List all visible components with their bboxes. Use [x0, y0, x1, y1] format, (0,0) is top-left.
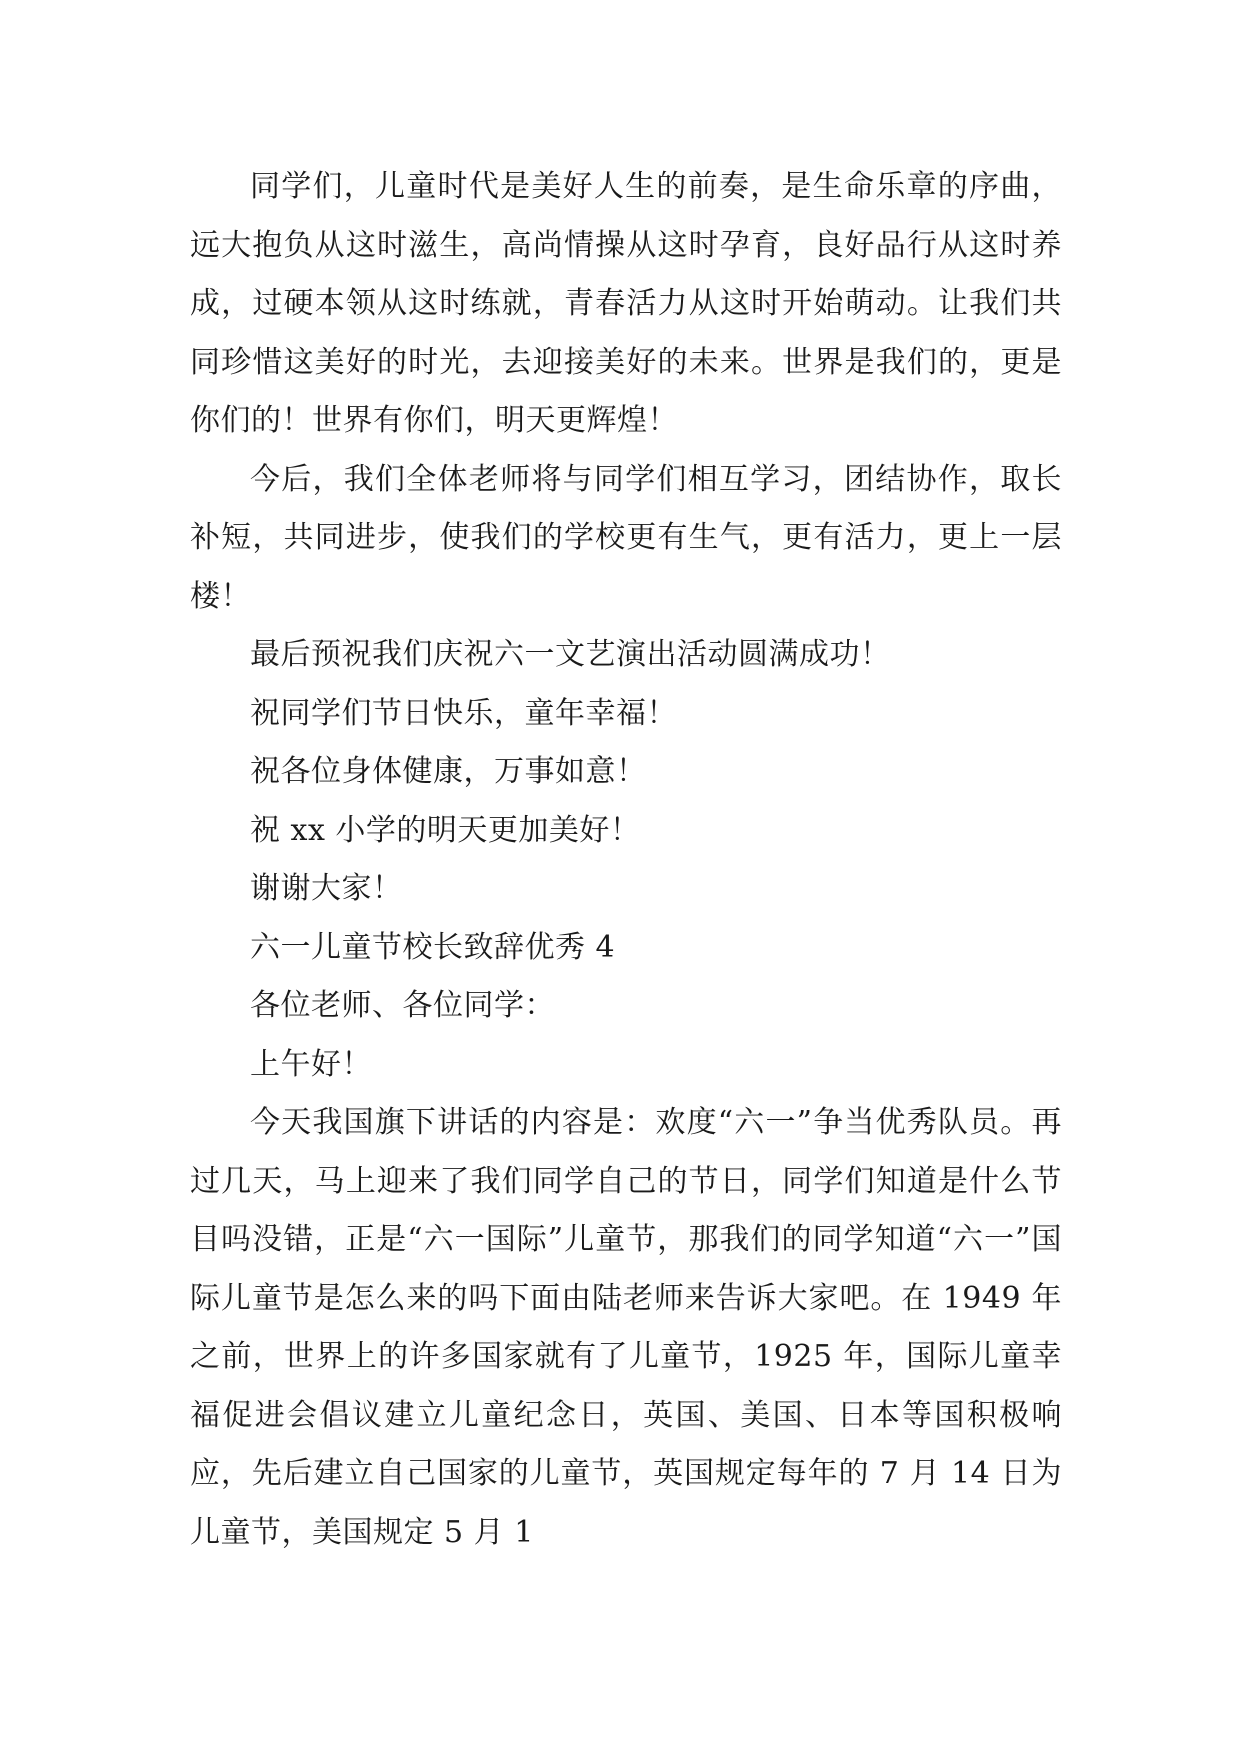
paragraph-thanks: 谢谢大家！	[250, 871, 403, 906]
paragraph-teachers-pledge: 今后，我们全体老师将与同学们相互学习，团结协作，取长补短，共同进步，使我们的学校更有生气，更有活力，更上一层楼！	[190, 461, 1062, 614]
document-body	[190, 158, 1062, 1562]
paragraph-salutation: 各位老师、各位同学：	[250, 988, 555, 1023]
paragraph-wish-health: 祝各位身体健康，万事如意！	[250, 754, 647, 789]
paragraph-closing-speech: 同学们，儿童时代是美好人生的前奏，是生命乐章的序曲，远大抱负从这时滋生，高尚情操从这时孕育，良好品行从这时养成，过硬本领从这时练就，青春活力从这时开始萌动。让我们共同珍惜这美好的时光，去迎接美好的未来。世界是我们的，更是你们的！世界有你们，明天更辉煌！	[190, 169, 1062, 438]
paragraph-wish-students: 祝同学们节日快乐，童年幸福！	[250, 695, 677, 731]
section-title: 六一儿童节校长致辞优秀 4	[250, 929, 616, 965]
paragraph-wish-school: 祝 xx 小学的明天更加美好！	[250, 812, 641, 848]
paragraph-wish-performance: 最后预祝我们庆祝六一文艺演出活动圆满成功！	[250, 637, 891, 672]
paragraph-greeting: 上午好！	[250, 1046, 372, 1082]
paragraph-flag-speech: 今天我国旗下讲话的内容是：欢度“六一”争当优秀队员。再过几天，马上迎来了我们同学自己的节日，同学们知道是什么节目吗没错，正是“六一国际”儿童节，那我们的同学知道“六一”国际儿童节是怎么来的吗下面由陆老师来告诉大家吧。在 1949 年之前，世界上的许多国家就有了儿童节，1925 年，国际儿童幸福促进会倡议建立儿童纪念日，英国、美国、日本等国积极响应，先后建立自己国家的儿童节，英国规定每年的 7 月 14 日为儿童节，美国规定 5 月 1	[190, 1105, 1062, 1550]
